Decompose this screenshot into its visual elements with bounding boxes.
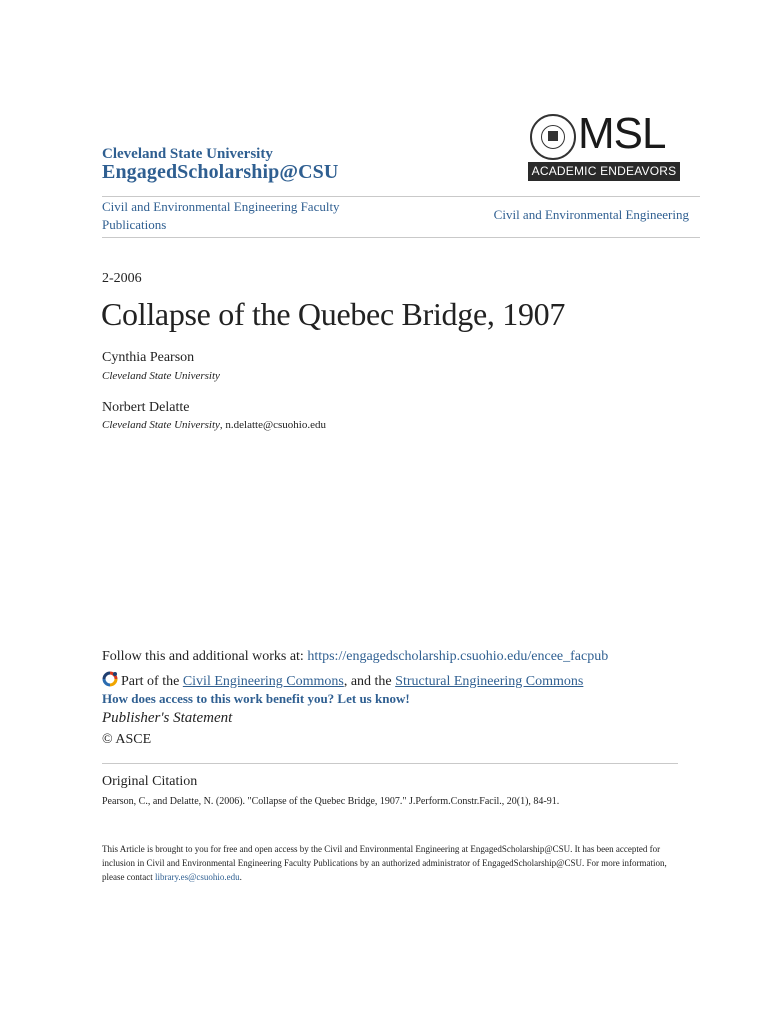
follow-prefix: Follow this and additional works at: (102, 649, 308, 664)
publisher-statement-label: Publisher's Statement (102, 710, 233, 726)
footer-end: . (239, 872, 242, 882)
university-name: Cleveland State University (102, 146, 273, 162)
footer-notice (102, 842, 672, 884)
structural-engineering-commons-link[interactable]: Structural Engineering Commons (395, 674, 584, 689)
author-email: , n.delatte@csuohio.edu (219, 419, 326, 431)
msl-logo-text: MSL (578, 109, 666, 158)
collection-divider (102, 237, 700, 238)
follow-url-link[interactable]: https://engagedscholarship.csuohio.edu/encee_facpub (307, 649, 609, 664)
header-divider (102, 196, 700, 197)
part-of-line (102, 671, 583, 690)
university-seal-icon (530, 114, 576, 160)
follow-line (102, 649, 608, 665)
copyright-text: © ASCE (102, 732, 152, 747)
author-affiliation (102, 370, 220, 382)
citation-divider (102, 763, 678, 764)
contact-email-link[interactable]: library.es@csuohio.edu (154, 872, 240, 882)
part-of-prefix: Part of the (121, 674, 183, 689)
author-name: Norbert Delatte (102, 400, 190, 415)
civil-engineering-commons-link[interactable]: Civil Engineering Commons (182, 674, 344, 689)
affiliation-text: Cleveland State University (102, 370, 220, 382)
author-affiliation (102, 419, 326, 431)
author-name: Cynthia Pearson (102, 350, 195, 365)
collection-link[interactable]: Civil and Environmental Engineering Faculty Publications (102, 199, 340, 232)
citation-text: Pearson, C., and Delatte, N. (2006). "Collapse of the Quebec Bridge, 1907." J.Perform.Constr.Facil., 20(1), 84-91. (102, 796, 560, 807)
msl-logo[interactable] (528, 109, 680, 182)
msl-logo-bar: ACADEMIC ENDEAVORS (528, 162, 680, 181)
department-link[interactable]: Civil and Environmental Engineering (493, 207, 689, 222)
footer-text: This Article is brought to you for free and open access by the Civil and Environmental Engineering at EngagedScholarship@CSU. It has been accepted for inclusion in Civil and Environmental Engineering Faculty Publications by an authorized administrator of EngagedScholarship@CSU. For more information, please contact (102, 844, 667, 882)
citation-label: Original Citation (102, 774, 198, 789)
repository-name[interactable]: EngagedScholarship@CSU (102, 161, 339, 183)
publication-date: 2-2006 (102, 271, 142, 286)
feedback-link[interactable]: How does access to this work benefit you? Let us know! (102, 691, 410, 706)
commons-network-icon (102, 671, 118, 687)
affiliation-text: Cleveland State University (102, 419, 220, 431)
and-the-text: , and the (343, 674, 396, 689)
article-title: Collapse of the Quebec Bridge, 1907 (101, 296, 566, 332)
